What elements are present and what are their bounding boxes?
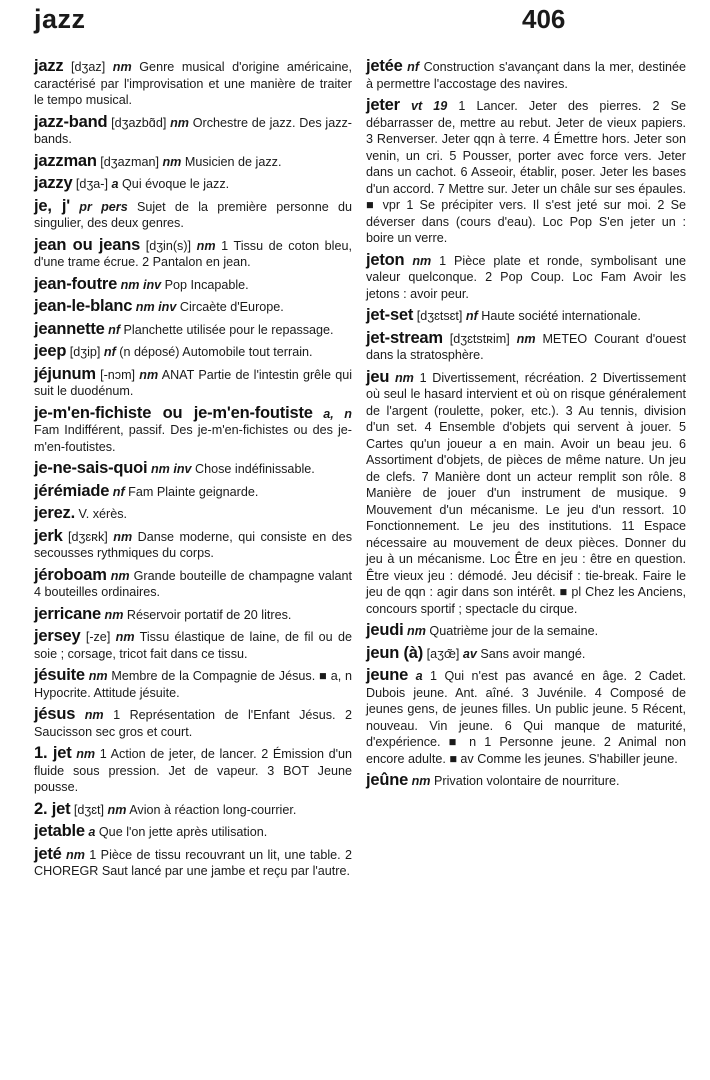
dictionary-entry [366,307,686,325]
pronunciation: [dʒɛt] [70,802,108,817]
dictionary-entry [34,823,352,841]
dictionary-entry [34,153,352,171]
part-of-speech: nf [108,322,121,337]
part-of-speech: a [111,177,119,191]
part-of-speech: nf [465,309,478,323]
part-of-speech: nf [112,484,125,499]
part-of-speech: nm [162,154,182,169]
part-of-speech: nm [84,708,104,722]
headword: jeudi [366,621,404,639]
headword: jéroboam [34,565,107,584]
definition: Chose indéfinissable. [191,462,315,476]
headword: jésus [34,705,76,723]
headword: jeté [34,844,62,863]
dictionary-entry [34,483,352,501]
pronunciation: [aʒœ̃] [423,646,463,661]
definition: Privation volontaire de nourriture. [430,774,620,788]
headword: jean-le-blanc [34,297,133,315]
definition: Grande bouteille de champagne valant 4 bouteilles ordinaires. [34,568,352,599]
headword: jésuite [34,666,85,684]
definition: Tissu élastique de laine, de fil ou de soie ; corsage, tricot fait dans ce tissu. [34,630,352,661]
pronunciation [75,708,85,722]
dictionary-entry [34,276,352,294]
dictionary-entry [34,405,352,456]
definition: Pop Incapable. [161,277,249,292]
part-of-speech: nm [113,529,133,544]
dictionary-entry [366,645,686,663]
definition: Fam Indifférent, passif. Des je-m'en-fichistes ou des je-m'en-foutistes. [34,423,352,454]
left-column [34,58,352,885]
dictionary-entry [366,772,686,790]
headword: jetée [366,57,403,75]
definition: Danse moderne, qui consiste en des secousses rythmiques du corps. [34,529,352,560]
headword: je, j' [34,196,70,215]
part-of-speech: a [88,825,96,839]
dictionary-entry [34,366,352,400]
dictionary-entry [34,343,352,361]
dictionary-entry [34,528,352,562]
part-of-speech: nm inv [135,300,177,314]
pronunciation: [dʒip] [66,345,104,359]
part-of-speech: nm inv [120,277,162,292]
header-guide-word: jazz [34,4,86,34]
headword: jeannette [34,319,105,338]
headword: jersey [34,627,81,645]
definition: 1 Représentation de l'Enfant Jésus. 2 Saucisson sec gros et court. [34,708,353,739]
part-of-speech: nm [76,747,96,761]
pronunciation [408,669,415,683]
definition: 1 Action de jeter, de lancer. 2 Émission d'un fluide sous pression. Jet de vapeur. 3 BOT Jeune pousse. [34,747,353,794]
dictionary-entry [34,505,352,523]
part-of-speech: a [415,669,423,683]
definition: V. xérès. [78,507,128,521]
pronunciation: [-ze] [80,630,116,644]
part-of-speech: nm [394,370,414,385]
headword: jet-set [366,306,414,324]
definition: Qui évoque le jazz. [118,177,230,191]
definition: 1 Lancer. Jeter des pierres. 2 Se débarrasser de, mettre au rebut. Jeter de vieux papiers. 3 Renverser. Jeter qqn à terre. 4 Émettre hors. Jeter son venin, un cri. 5 Pousser, porter avec force vers. Jeter dans un cachot. 6 Asseoir, établir, poser. Jeter les bases d'un accord. 7 Mettre sur. Jeter un châle sur ses épaules. ■ vpr 1 Se précipiter vers. Il s'est jeté sur moi. 2 Se déverser dans (cours d'eau). Loc Pop S'en jeter un : boire un verre. [366,99,686,245]
dictionary-entry [366,369,686,618]
dictionary-entry [34,667,352,701]
pronunciation: [dʒa-] [72,177,112,191]
dictionary-entry [34,628,352,662]
dictionary-entry [366,330,686,364]
headword: jeun (à) [366,643,424,662]
pronunciation: [dʒazman] [96,154,163,169]
headword: jeu [366,367,390,386]
headword: jeep [34,342,67,360]
headword: jazzy [34,174,73,192]
pronunciation: [dʒaz] [63,60,113,74]
definition: Genre musical d'origine américaine, caractérisé par l'improvisation et une manière de traiter le tempo musical. [34,60,352,107]
part-of-speech: nm [170,115,189,130]
definition: 1 Divertissement, récréation. 2 Divertissement où seul le hasard intervient et où on risque généralement de l'argent (roulette, poker, etc.). 3 Au tennis, division d'un set. 4 Ensemble d'objets qui servent à jouer. 5 Cartes qu'un joueur a en main. Avoir un beau jeu. 6 Assortiment d'objets, de pièces de même nature. Un jeu de clefs. 7 Manière dont un acteur remplit son rôle. 8 Manière de jouer d'un instrument de musique. 9 Mouvement d'un mécanisme. Le jeu d'un ressort. 10 Fonctionnement. Le jeu des institutions. 11 Espace nécessaire au mouvement de deux pièces. Donner du jeu à un mécanisme. Loc Être en jeu : être en question. Être vieux jeu : démodé. Jeu décisif : tie-break. Faire le jeu de qqn : agir dans son intérêt. ■ pl Chez les Anciens, concours sportif ; spectacle du cirque. [366,370,687,616]
headword: jeton [366,250,405,269]
part-of-speech: nm [139,367,159,382]
dictionary-entry [34,237,352,271]
definition: METEO Courant d'ouest dans la stratosphère. [366,331,686,362]
definition: Construction s'avançant dans la mer, destinée à permettre l'accostage des navires. [366,60,686,91]
definition: Réservoir portatif de 20 litres. [123,607,292,622]
headword: 1. jet [34,744,72,762]
part-of-speech: nm [66,847,85,862]
dictionary-entry [34,567,352,601]
definition: Haute société internationale. [477,309,641,323]
pronunciation [70,200,79,214]
part-of-speech: nm [115,630,135,644]
part-of-speech: nm [112,60,132,74]
definition: Sujet de la première personne du singulier, des deux genres. [34,199,352,230]
dictionary-entry [34,706,352,740]
headword: jérémiade [34,481,110,500]
definition: ANAT Partie de l'intestin grêle qui suit le duodénum. [34,367,353,398]
dictionary-entry [34,175,352,193]
definition: 1 Pièce de tissu recouvrant un lit, une table. 2 CHOREGR Saut lancé par une jambe et reçu par l'autre. [34,847,353,878]
dictionary-entry [34,321,352,339]
part-of-speech: nm [516,331,536,346]
definition: (n déposé) Automobile tout terrain. [115,345,313,359]
part-of-speech: nm [407,624,426,638]
headword: jazz [34,57,64,75]
definition: Orchestre de jazz. Des jazz-bands. [34,115,352,146]
part-of-speech: nm [110,568,130,583]
headword: jerricane [34,604,101,623]
definition: Que l'on jette après utilisation. [95,825,268,839]
part-of-speech: pr pers [79,199,128,214]
dictionary-entry [366,252,686,303]
pronunciation: [dʒazbɑ̃d] [107,115,171,130]
headword: 2. jet [34,799,71,818]
headword: je-ne-sais-quoi [34,459,148,477]
pronunciation: [dʒɛʀk] [62,529,114,544]
dictionary-entry [34,298,352,316]
dictionary-entry [34,745,352,796]
part-of-speech: nf [103,345,116,359]
dictionary-entry [34,460,352,478]
part-of-speech: nm inv [150,462,192,476]
headword: jeter [366,96,400,114]
definition: Fam Plainte geignarde. [124,484,259,499]
part-of-speech: nm [411,774,431,788]
definition: 1 Qui n'est pas avancé en âge. 2 Cadet. Dubois jeune. Ant. aîné. 3 Juvénile. 4 Composé de jeunes gens, de jeunes filles. Un public jeune. 5 Récent, nouveau. Vin jeune. 6 Qui manque de maturité, d'expérience. ■ n 1 Personne jeune. 2 Animal non encore adulte. ■ av Comme les jeunes. S'habiller jeune. [366,669,686,766]
headword: jerk [34,526,63,545]
headword: jean-foutre [34,274,118,293]
page-number: 406 [522,4,566,34]
part-of-speech: nm [196,238,216,253]
definition: 1 Pièce plate et ronde, symbolisant une valeur quelconque. 2 Pop Coup. Loc Fam Avoir les jetons : avoir peur. [366,253,687,301]
definition: Sans avoir mangé. [476,646,586,661]
pronunciation [313,407,324,421]
part-of-speech: av [462,646,477,661]
dictionary-entry [34,846,352,880]
part-of-speech: nf [407,60,420,74]
headword: jazzman [34,151,97,170]
dictionary-entry [34,114,352,148]
pronunciation: [dʒɛtsɛt] [413,309,466,323]
pronunciation [400,99,411,113]
headword: jetable [34,822,85,840]
dictionary-entry [34,801,352,819]
definition: Circaète d'Europe. [176,300,284,314]
headword: jéjunum [34,364,96,383]
dictionary-entry [366,667,686,767]
right-column [366,58,686,795]
running-header [0,4,710,38]
headword: jet-stream [366,328,443,347]
definition: Avion à réaction long-courrier. [126,802,297,817]
headword: jazz-band [34,112,108,131]
pronunciation: [dʒɛtstʀim] [442,331,517,346]
part-of-speech: nm [107,802,127,817]
dictionary-entry [366,97,686,247]
pronunciation: [-nɔm] [95,367,140,382]
headword: jeûne [366,771,409,789]
dictionary-entry [34,58,352,109]
dictionary-entry [34,198,352,232]
pronunciation: [dʒin(s)] [140,238,197,253]
headword: je-m'en-fichiste ou je-m'en-foutiste [34,403,313,422]
definition: Planchette utilisée pour le repassage. [120,322,334,337]
part-of-speech: nm [88,669,108,683]
part-of-speech: vt 19 [410,99,448,113]
definition: Membre de la Compagnie de Jésus. ■ a, n Hypocrite. Attitude jésuite. [34,669,353,700]
headword: jeune [366,666,409,684]
part-of-speech: nm [104,607,124,622]
definition: Musicien de jazz. [181,154,282,169]
definition: Quatrième jour de la semaine. [425,624,599,638]
dictionary-entry [34,606,352,624]
dictionary-entry [366,622,686,640]
part-of-speech: nm [412,253,432,268]
definition: 1 Tissu de coton bleu, d'une trame écrue. 2 Pantalon en jean. [34,238,352,269]
dictionary-entry [366,58,686,92]
headword: jerez. [34,504,75,522]
headword: jean ou jeans [34,235,141,254]
part-of-speech: a, n [323,406,352,421]
